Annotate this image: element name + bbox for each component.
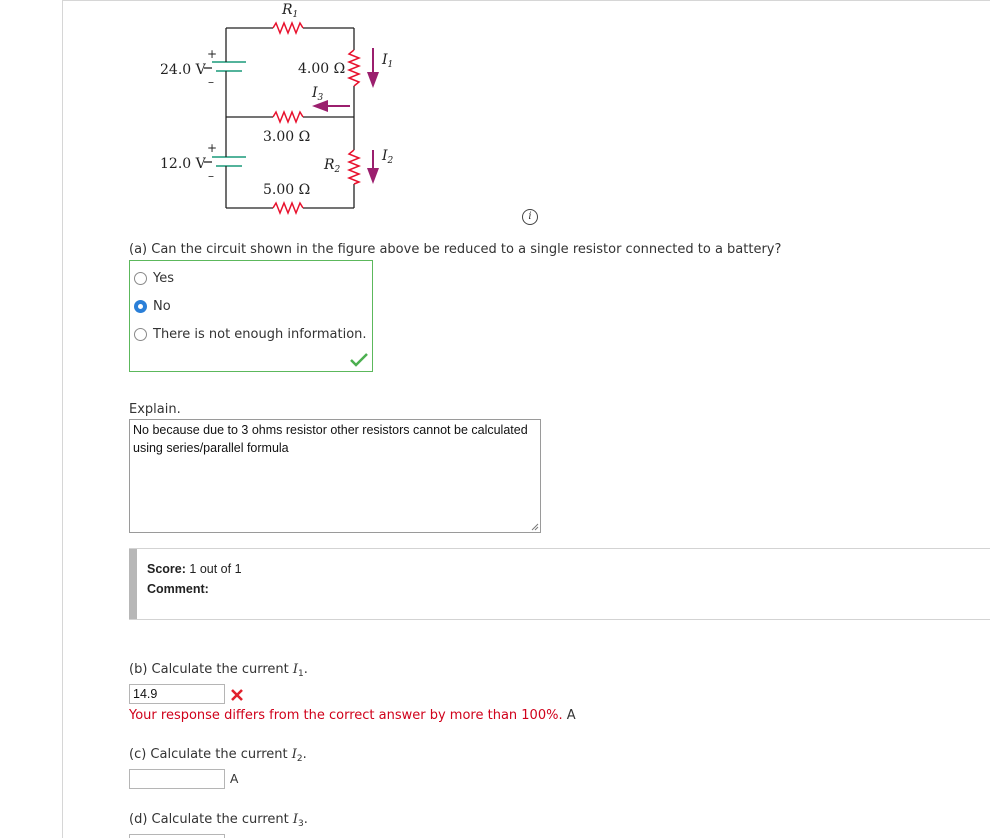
r-4-ohm-label: 4.00 Ω [298,61,346,77]
part-d-question: (d) Calculate the current $I_3$. [129,812,308,829]
resistor-r2 [349,150,359,184]
resistor-5-ohm [273,203,303,213]
checkmark-icon [350,353,368,367]
r-5-ohm-label: 5.00 Ω [263,182,311,198]
r1-label: $R_1$ [282,2,299,20]
current-arrow-i2-head [367,168,379,184]
resistor-4-ohm [349,50,359,86]
option-not-enough-info[interactable] [134,327,367,342]
part-a-answer-box [129,260,373,372]
part-b-feedback [129,708,576,723]
plus-sign: + [207,141,218,155]
battery-24v-label: 24.0 V [160,62,206,78]
option-no-label: No [153,299,171,314]
option-not-enough-info-label: There is not enough information. [153,327,367,342]
i2-label: $I_2$ [382,148,394,166]
resize-handle-icon[interactable] [531,523,539,531]
score-line [147,562,242,576]
battery-12v-label: 12.0 V [160,156,206,172]
radio-not-enough-info[interactable] [134,328,147,341]
minus-sign: – [208,75,214,89]
part-c-input[interactable] [129,769,225,789]
part-b-error-message: Your response differs from the correct answer by more than 100%. [129,708,563,723]
explain-text: No because due to 3 ohms resistor other resistors cannot be calculated using series/parallel formula [133,423,528,455]
part-b-unit: A [566,708,576,723]
circuit-diagram [150,0,450,230]
part-c-unit: A [230,772,239,786]
part-c-question: (c) Calculate the current $I_2$. [129,747,307,764]
resistor-3-ohm [273,112,303,122]
r-3-ohm-label: 3.00 Ω [263,129,311,145]
option-no[interactable] [134,299,171,314]
explain-label: Explain. [129,402,181,417]
info-icon[interactable]: i [522,209,538,225]
option-yes[interactable] [134,271,174,286]
plus-sign: + [207,47,218,61]
score-panel [129,548,990,620]
comment-label: Comment: [147,582,209,596]
part-d-input[interactable] [129,834,225,838]
resistor-r1 [273,23,303,33]
minus-sign: – [208,169,214,183]
option-yes-label: Yes [153,271,174,286]
score-panel-bar [129,549,137,619]
error-x-icon [231,689,243,701]
score-label: Score: [147,562,186,576]
radio-no[interactable] [134,300,147,313]
radio-yes[interactable] [134,272,147,285]
part-b-input[interactable]: 14.9 [129,684,225,704]
part-a-question: (a) Can the circuit shown in the figure above be reduced to a single resistor connected to a battery? [129,242,782,257]
r2-label: $R_2$ [324,157,341,175]
explain-textarea[interactable] [129,419,541,533]
left-border [62,0,63,838]
current-arrow-i1-head [367,72,379,88]
score-value: 1 out of 1 [189,562,242,576]
i3-label: $I_3$ [312,85,324,103]
i1-label: $I_1$ [382,52,394,70]
part-b-question: (b) Calculate the current $I_1$. [129,662,308,679]
comment-line [147,582,209,596]
